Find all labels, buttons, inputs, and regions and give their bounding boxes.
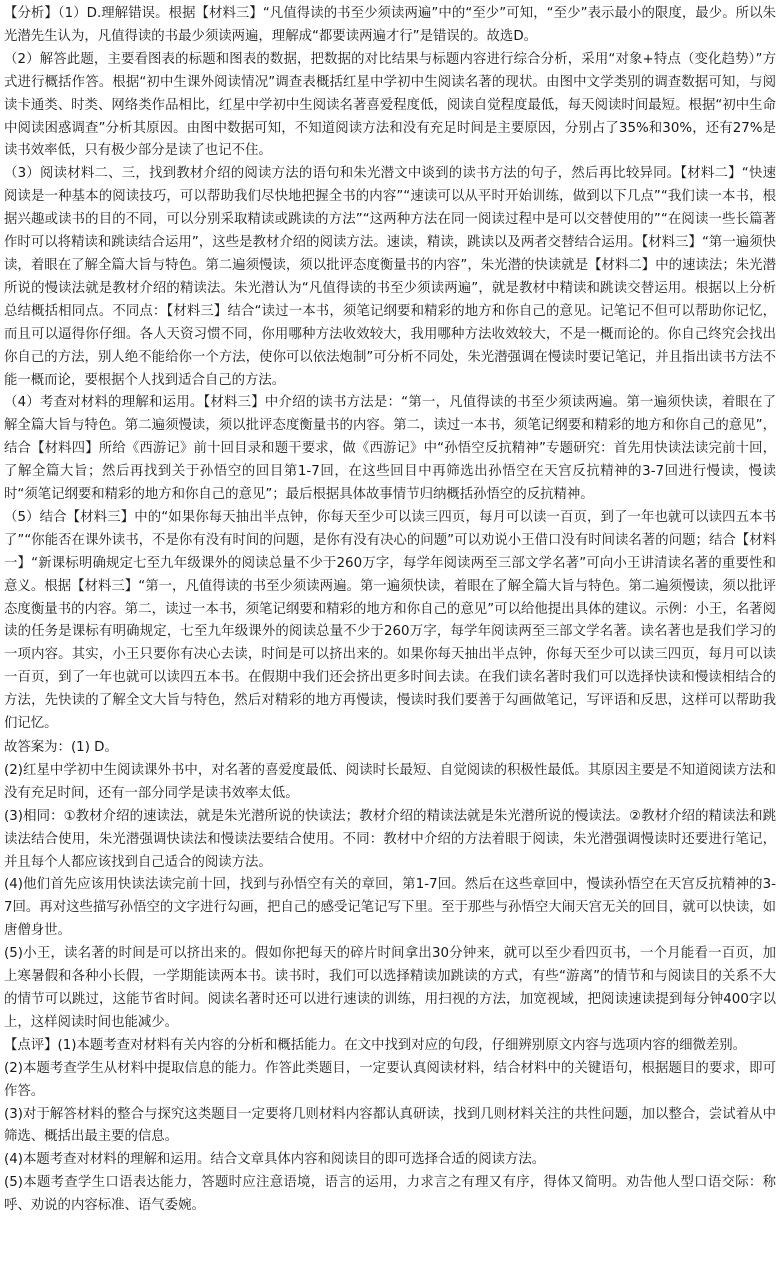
answer-part-2-paragraph: (2)红星中学初中生阅读课外书中，对名著的喜爱度最低、阅读时长最短、自觉阅读的积极性最低。其原因主要是不知道阅读方法和没有充足时间，还有一部分同学是读书效率太低。 [4,762,776,801]
analysis-part-5-paragraph: （5）结合【材料三】中的“如果你每天抽出半点钟，你每天至少可以读三四页，每月可以读一百页，到了一年也就可以读四五本书了”“你能否在课外读书，不是你有没有时间的问题，是你有没有决心的问题”可以劝说小王借口没有时间读名著的问题；结合【材料一】“新课标明确规定七至九年级课外的阅读总量不少于260万字，每学年阅读两至三部文学名著”可向小王讲清读名著的重要性和意义。根据【材料三】“第一，凡值得读的书至少须读两遍。第一遍须快读，着眼在了解全篇大旨与特色。第二遍须慢读，须以批评态度衡量书的内容。第二，读过一本书，须笔记纲要和精彩的地方和你自己的意见”可以给他提出具体的建议。示例：小王，名著阅读的任务是课标有明确规定，七至九年级课外的阅读总量不少于260万字，每学年阅读两至三部文学名著。读名著也是我们学习的一项内容。其实，小王只要你有决心去读，时间是可以挤出来的。如果你每天抽出半点钟，你每天至少可以读三四页，每月可以读一百页，到了一年也就可以读四五本书。在假期中我们还会挤出更多时间去读。在我们读名著时我们可以选择快读和慢读相结合的方法，先快读的了解全文大旨与特色，然后对精彩的地方再慢读，慢读时我们要善于勾画做笔记，写评语和反思，这样可以帮助我们记忆。 [4,509,776,732]
analysis-intro-paragraph: 【分析】（1）D.理解错误。根据【材料三】“凡值得读的书至少须读两遍”中的“至少”可知，“至少”表示最小的限度，最少。所以朱光潜先生认为，凡值得读的书最少须读两遍，理解成“都要读两遍才行”是错误的。故选D。 [4,6,776,44]
analysis-part-3-paragraph: （3）阅读材料二、三，找到教材介绍的阅读方法的语句和朱光潜文中谈到的读书方法的句子，然后再比较异同。【材料二】“快速阅读是一种基本的阅读技巧，可以帮助我们尽快地把握全书的内容”“速读可以从平时开始训练，做到以下几点”“我们读一本书，根据兴趣或读书的目的不同，可以分别采取精读或跳读的方法”“这两种方法在同一阅读过程中是可以交替使用的”“在阅读一些长篇著作时可以将精读和跳读结合运用”，这些是教材介绍的阅读方法。速读，精读，跳读以及两者交替结合运用。【材料三】“第一遍须快读，着眼在了解全篇大旨与特色。第二遍须慢读，须以批评态度衡量书的内容”，朱光潜的快读就是【材料二】中的速读法；朱光潜所说的慢读法就是教材介绍的精读法。朱光潜认为“凡值得读的书至少须读两遍”，就是教材中精读和跳读交替运用。根据以上分析总结概括相同点。不同点：【材料三】结合“读过一本书，须笔记纲要和精彩的地方和你自己的意见。记笔记不但可以帮助你记忆，而且可以逼得你仔细。各人天资习惯不同，你用哪种方法收效较大，我用哪种方法收效较大，不是一概而论的。你自己终究会找出你自己的方法，别人绝不能给你一个方法，使你可以依法炮制”可分析不同处，朱光潜强调在慢读时要记笔记，并且指出读书方法不能一概而论，要根据个人找到适合自己的方法。 [4,166,776,388]
comment-part-4-paragraph: (4)本题考查对材料的理解和运用。结合文章具体内容和阅读目的即可选择合适的阅读方法。 [4,1152,546,1168]
comment-part-3-paragraph: (3)对于解答材料的整合与探究这类题目一定要将几则材料内容都认真研读，找到几则材料关注的共性问题，加以整合，尝试着从中筛选、概括出最主要的信息。 [4,1106,776,1145]
answer-heading-line: 故答案为：(1) D。 [4,740,118,755]
comment-part-2-paragraph: (2)本题考查学生从材料中提取信息的能力。作答此类题目，一定要认真阅读材料，结合材料中的关键语句，根据题目的要求，即可作答。 [4,1060,776,1099]
comment-part-1-paragraph: 【点评】(1)本题考查对材料有关内容的分析和概括能力。在文中找到对应的句段，仔细辨别原文内容与选项内容的细微差别。 [4,1037,747,1053]
comment-part-5-paragraph: (5)本题考查学生口语表达能力，答题时应注意语境，语言的运用，力求言之有理又有序，得体又简明。劝告他人型口语交际：称呼、劝说的内容标准、语气委婉。 [4,1175,776,1214]
answer-part-3-paragraph: (3)相同：①教材介绍的速读法，就是朱光潜所说的快读法；教材介绍的精读法就是朱光潜所说的慢读法。②教材介绍的精读法和跳读法结合使用，朱光潜强调快读法和慢读法要结合使用。不同：教材中介绍的方法着眼于阅读，朱光潜强调慢读时还要进行笔记，并且每个人都应该找到自己适合的阅读方法。 [4,808,776,870]
analysis-part-2-paragraph: （2）解答此题，主要看图表的标题和图表的数据，把数据的对比结果与标题内容进行综合分析，采用“对象+特点（变化趋势）”方式进行概括作答。根据“初中生课外阅读情况”调查表概括红星中学初中生阅读名著的现状。由图中文学类别的调查数据可知，与阅读卡通类、时类、网络类作品相比，红星中学初中生阅读名著喜爱程度低，阅读自觉程度最低，每天阅读时间最短。根据“初中生命中阅读困惑调查”分析其原因。由图中数据可知，不知道阅读方法和没有充足时间是主要原因，分别占了35%和30%，还有27%是读书效率低，只有极少部分是读了也记不住。 [4,51,776,159]
answer-part-4-paragraph: (4)他们首先应该用快读法读完前十回，找到与孙悟空有关的章回，第1-7回。然后在这些章回中，慢读孙悟空在天宫反抗精神的3-7回。再对这些描写孙悟空的文字进行勾画，把自己的感受记笔记写下里。至于那些与孙悟空大闹天宫无关的回目，就可以快读，如唐僧身世。 [4,877,776,939]
answer-part-5-paragraph: (5)小王，读名著的时间是可以挤出来的。假如你把每天的碎片时间拿出30分钟来，就可以至少看四页书，一个月能看一百页，加上寒暑假和各种小长假，一学期能读两本书。读书时，我们可以选择精读加跳读的方式，有些“游离”的情节和与阅读目的关系不大的情节可以跳过，这能节省时间。阅读名著时还可以进行速读的训练，用扫视的方法，加宽视域，把阅读速读提到每分钟400字以上，这样阅读时间也能减少。 [4,946,776,1030]
analysis-part-4-paragraph: （4）考查对材料的理解和运用。【材料三】中介绍的读书方法是：“第一，凡值得读的书至少须读两遍。第一遍须快读，着眼在了解全篇大旨与特色。第二遍须慢读，须以批评态度衡量书的内容。第二，读过一本书，须笔记纲要和精彩的地方和你自己的意见”，结合【材料四】所给《西游记》前十回目录和题干要求，做《西游记》中“孙悟空反抗精神”专题研究：首先用快读法读完前十回，了解全篇大旨；然后再找到关于孙悟空的回目第1-7回，在这些回目中再筛选出孙悟空在天宫反抗精神的3-7回进行慢读，慢读时“须笔记纲要和精彩的地方和你自己的意见”；最后根据具体故事情节归纳概括孙悟空的反抗精神。 [4,395,776,503]
